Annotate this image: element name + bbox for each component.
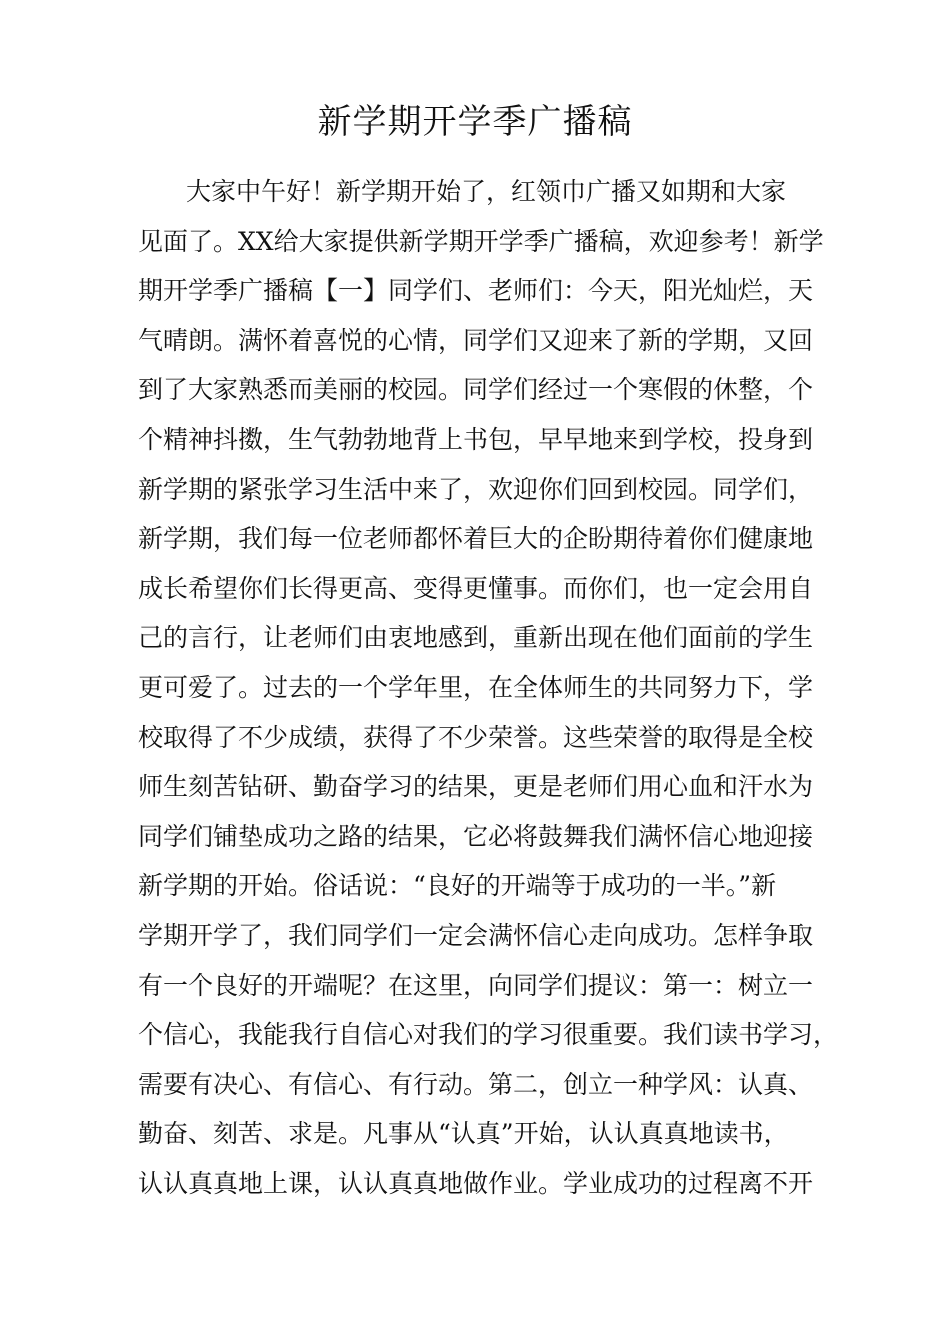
body-line: 校取得了不少成绩，获得了不少荣誉。这些荣誉的取得是全校	[138, 722, 814, 752]
body-line: 见面了。XX给大家提供新学期开学季广播稿，欢迎参考！新学	[138, 226, 824, 256]
body-line: 新学期，我们每一位老师都怀着巨大的企盼期待着你们健康地	[138, 524, 814, 554]
body-line: 己的言行，让老师们由衷地感到，重新出现在他们面前的学生	[138, 623, 814, 653]
body-line: 气晴朗。满怀着喜悦的心情，同学们又迎来了新的学期，又回	[138, 325, 814, 355]
body-line: 同学们铺垫成功之路的结果，它必将鼓舞我们满怀信心地迎接	[138, 821, 814, 851]
body-line: 需要有决心、有信心、有行动。第二，创立一种学风：认真、	[138, 1069, 814, 1099]
body-line: 成长希望你们长得更高、变得更懂事。而你们，也一定会用自	[138, 573, 814, 603]
body-line: 勤奋、刻苦、求是。凡事从“认真”开始，认认真真地读书，	[138, 1119, 789, 1149]
document-title: 新学期开学季广播稿	[317, 102, 633, 142]
document-body	[138, 172, 838, 1213]
body-line: 到了大家熟悉而美丽的校园。同学们经过一个寒假的休整，个	[138, 375, 814, 405]
body-line: 更可爱了。过去的一个学年里，在全体师生的共同努力下，学	[138, 672, 814, 702]
body-line: 学期开学了，我们同学们一定会满怀信心走向成功。怎样争取	[138, 920, 814, 950]
body-line: 新学期的紧张学习生活中来了，欢迎你们回到校园。同学们，	[138, 474, 814, 504]
body-line: 师生刻苦钻研、勤奋学习的结果，更是老师们用心血和汗水为	[138, 772, 814, 802]
body-line: 大家中午好！新学期开始了，红领巾广播又如期和大家	[186, 177, 787, 206]
body-line: 个精神抖擞，生气勃勃地背上书包，早早地来到学校，投身到	[138, 424, 814, 454]
body-line: 有一个良好的开端呢？在这里，向同学们提议：第一：树立一	[138, 970, 814, 1000]
body-line: 新学期的开始。俗话说：“良好的开端等于成功的一半。”新	[138, 871, 777, 901]
body-line: 个信心，我能我行自信心对我们的学习很重要。我们读书学习，	[138, 1020, 839, 1050]
body-line: 期开学季广播稿【一】同学们、老师们：今天，阳光灿烂，天	[138, 276, 814, 306]
body-line: 认认真真地上课，认认真真地做作业。学业成功的过程离不开	[138, 1168, 814, 1198]
